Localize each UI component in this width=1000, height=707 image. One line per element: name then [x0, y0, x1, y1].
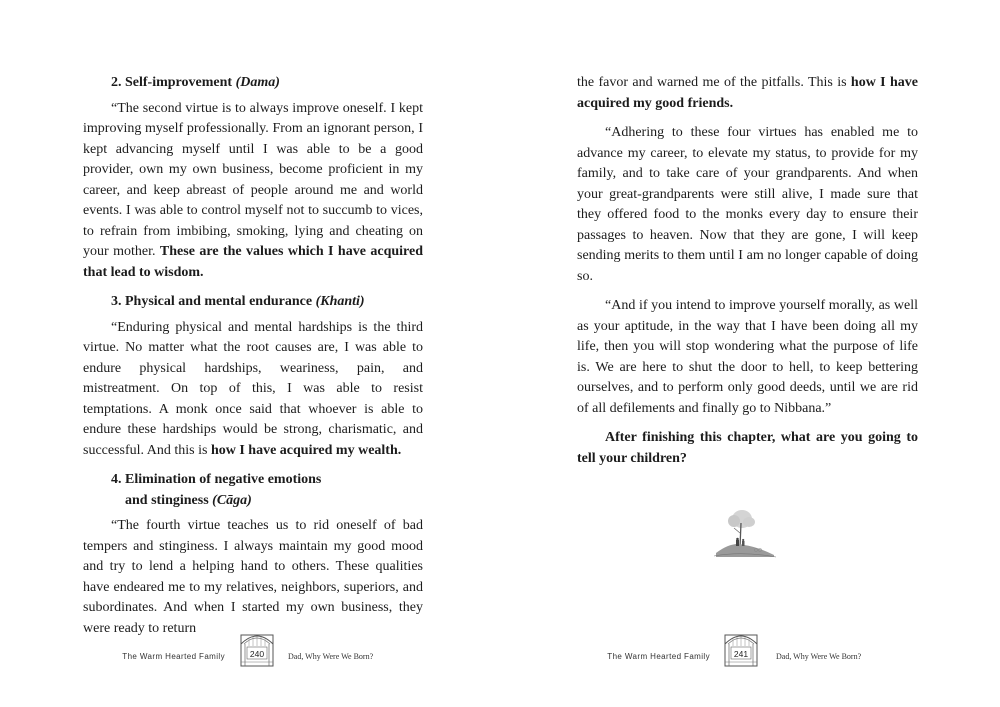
right-page	[500, 0, 1000, 707]
footer-book-title: The Warm Hearted Family	[122, 652, 225, 661]
paragraph-four-virtues: “Adhering to these four virtues has enabled me to advance my career, to elevate my status, to provide for my family, and to take care of your grandparents. And when your great-grandparents were still alive, I made sure that they offered food to the monks every day to ensure their passages to heaven. Now that they are gone, I will keep sending merits to them until I am no longer capable of doing so.	[577, 125, 918, 284]
paragraph-endurance: “Enduring physical and mental hardships is the third virtue. No matter what the root causes are, I was able to endure physical hardships, weariness, pain, and mistreatment. On top of this, I was able to resist temptations. A monk once said that whoever is able to endure these hardships would be strong, charismatic, and successful. And this is how I have acquired my wealth.	[83, 319, 423, 458]
footer-chapter-title: Dad, Why Were We Born?	[288, 652, 374, 661]
paragraph-purpose-of-life: “And if you intend to improve yourself morally, as well as your aptitude, in the way that I have been doing all my life, then you will stop wondering what the purpose of life is. We are here to shut the door to hell, to keep bettering ourselves, and to perform only good deeds, until we are rid of all defilements and finally go to Nibbana.”	[577, 298, 918, 416]
left-page-footer	[0, 630, 500, 670]
right-page-footer	[500, 630, 1000, 670]
heading-elimination: 4. Elimination of negative emotions and stinginess (Cāga)	[111, 472, 322, 508]
right-page-body	[577, 73, 918, 469]
paragraph-self-improvement: “The second virtue is to always improve oneself. I kept improving myself professionally. From an ignorant person, I kept advancing myself until I was able to be a good provider, own my own business, become proficient in my career, and keep abreast of people around me and world events. I was able to control myself not to succumb to vices, to refrain from imbibing, smoking, lying and cheating on your mother. These are the values which I have acquired that lead to wisdom.	[83, 100, 424, 280]
footer-chapter-title: Dad, Why Were We Born?	[776, 652, 862, 661]
left-page-body	[83, 73, 423, 639]
arched-gate-icon	[238, 630, 276, 668]
heading-endurance: 3. Physical and mental endurance (Khanti)	[111, 294, 365, 309]
paragraph-elimination: “The fourth virtue teaches us to rid oneself of bad tempers and stinginess. I always maintain my good mood and try to lend a helping hand to others. These qualities have endeared me to my relatives, neighbors, superiors, and subordinates. And when I started my own business, they were ready to return	[83, 518, 423, 636]
tree-on-hill-illustration	[712, 503, 778, 563]
paragraph-continuation: the favor and warned me of the pitfalls. This is how I have acquired my good friends.	[577, 75, 918, 111]
heading-self-improvement: 2. Self-improvement (Dama)	[111, 75, 280, 90]
page-number: 240	[249, 649, 265, 659]
footer-book-title: The Warm Hearted Family	[607, 652, 710, 661]
page-number: 241	[733, 649, 749, 659]
arched-gate-icon	[722, 630, 760, 668]
closing-question: After finishing this chapter, what are you going to tell your children?	[577, 430, 918, 466]
